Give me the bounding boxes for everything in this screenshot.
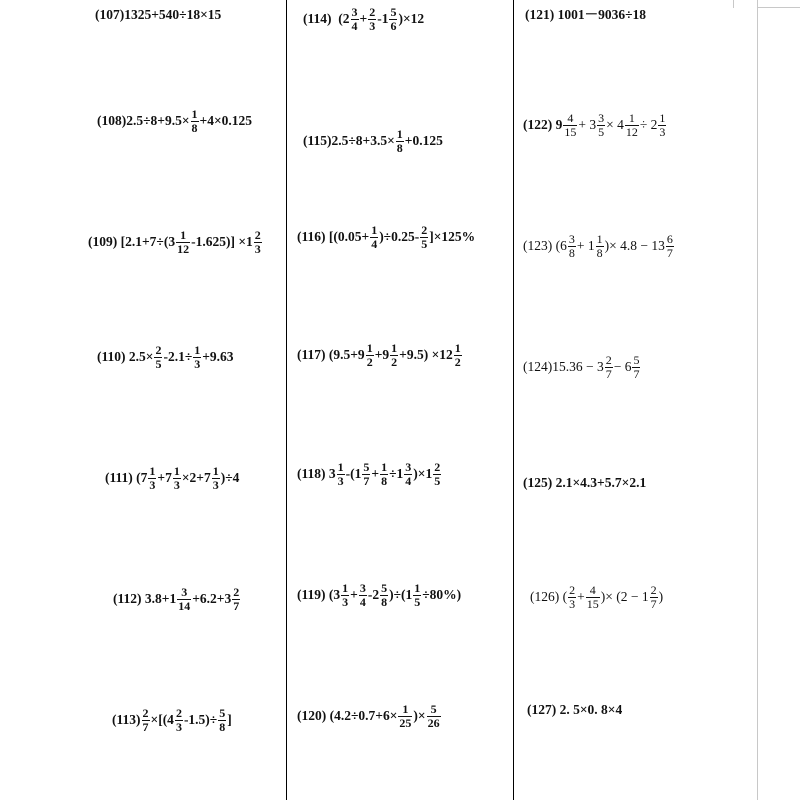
denominator: 3 [254,241,261,256]
denominator: 8 [596,245,603,260]
expression-text: (117) (9.5+9 [297,347,365,363]
numerator: 1 [212,464,219,478]
expression-text: (115)2.5÷8+3.5× [303,133,395,149]
numerator: 1 [342,581,349,595]
denominator: 8 [568,245,575,260]
fraction [176,229,190,255]
numerator: 1 [366,341,373,355]
expression-text: )× 4.8 − 13 [604,238,665,254]
expression-text: +6.2+3 [192,591,232,607]
fraction [366,342,374,368]
expression-text: +9.63 [202,349,234,365]
denominator: 7 [142,719,149,734]
fraction [362,461,370,487]
expression-text: (109) [2.1+7÷(3 [88,234,176,250]
expression-text: )×1 [413,466,433,482]
numerator: 2 [233,585,240,599]
numerator: 2 [650,583,657,597]
denominator: 2 [391,354,398,369]
numerator: 3 [568,232,575,246]
expression-text: + 1 [576,238,595,254]
expression-text: (123) (6 [523,238,567,254]
problem-114 [303,6,424,32]
fraction [390,342,398,368]
fraction [632,354,640,380]
expression-text: (110) 2.5× [97,349,154,365]
fraction [175,707,183,733]
numerator: 3 [405,460,412,474]
numerator: 5 [363,460,370,474]
denominator: 7 [233,598,240,613]
fraction [218,707,226,733]
numerator: 5 [219,706,226,720]
denominator: 3 [212,477,219,492]
denominator: 5 [414,594,421,609]
numerator: 1 [414,581,421,595]
denominator: 4 [351,18,358,33]
denominator: 3 [175,719,182,734]
numerator: 2 [605,353,612,367]
expression-text: -1.625)] ×1 [191,234,253,250]
numerator: 4 [567,111,574,125]
expression-text: (124)15.36 − 3 [523,359,604,375]
numerator: 1 [371,223,378,237]
numerator: 1 [194,343,201,357]
expression-text: + [371,466,380,482]
numerator: 2 [175,706,182,720]
fraction [396,128,404,154]
numerator: 1 [381,460,388,474]
expression-text: -1 [377,11,389,27]
problem-111 [105,465,239,491]
fraction [563,112,577,138]
denominator: 12 [625,124,638,139]
problem-116 [297,224,475,250]
numerator: 6 [666,232,673,246]
numerator: 5 [430,702,437,716]
expression-text: +9.5) ×12 [399,347,453,363]
problem-123 [523,233,675,259]
expression-text: )×12 [398,11,425,27]
expression-text: + [359,11,368,27]
numerator: 2 [254,228,261,242]
expression-text: +0.125 [404,133,443,149]
expression-text: (114) [303,11,332,27]
expression-text: (127) 2. 5×0. 8×4 [527,702,623,717]
denominator: 2 [366,354,373,369]
denominator: 4 [405,473,412,488]
expression-text: (112) 3.8+1 [113,591,177,607]
fraction [568,584,576,610]
denominator: 8 [396,140,403,155]
denominator: 5 [434,473,441,488]
numerator: 5 [381,581,388,595]
numerator: 4 [589,583,596,597]
expression-text: -2.1÷ [163,349,193,365]
fraction [404,461,412,487]
problem-112 [113,586,241,612]
fraction [420,224,428,250]
fraction [380,461,388,487]
denominator: 3 [337,473,344,488]
fraction [658,112,666,138]
fraction [154,344,162,370]
fraction [142,707,150,733]
denominator: 3 [149,477,156,492]
expression-text: (122) 9 [523,117,563,133]
fraction [596,233,604,259]
denominator: 7 [605,366,612,381]
fraction [427,703,441,729]
denominator: 7 [650,596,657,611]
denominator: 12 [177,241,190,256]
expression-text: )÷(1 [389,587,413,603]
expression-text: ÷1 [389,466,404,482]
expression-text: )× [413,708,426,724]
expression-text: (108)2.5÷8+9.5× [97,113,190,129]
numerator: 1 [396,127,403,141]
numerator: 3 [181,585,188,599]
expression-text: +4×0.125 [199,113,253,129]
numerator: 5 [390,5,397,19]
fraction [380,582,388,608]
problem-120 [297,703,442,729]
expression-text: (111) (7 [105,470,148,486]
fraction [193,344,201,370]
denominator: 5 [421,236,428,251]
denominator: 15 [564,124,577,139]
numerator: 2 [369,5,376,19]
denominator: 14 [178,598,191,613]
denominator: 3 [569,596,576,611]
denominator: 6 [390,18,397,33]
numerator: 3 [351,5,358,19]
fraction [605,354,613,380]
fraction [337,461,345,487]
numerator: 1 [596,232,603,246]
fraction [148,465,156,491]
numerator: 5 [633,353,640,367]
column-divider-left [286,0,287,800]
problem-118 [297,461,442,487]
problem-110 [97,344,234,370]
denominator: 7 [633,366,640,381]
denominator: 26 [427,715,440,730]
fraction [650,584,658,610]
expression-text: (120) (4.2÷0.7+6× [297,708,398,724]
numerator: 1 [454,341,461,355]
fraction [597,112,605,138]
denominator: 8 [219,719,226,734]
numerator: 2 [569,583,576,597]
problem-121 [525,8,646,22]
numerator: 1 [402,702,409,716]
denominator: 3 [194,356,201,371]
expression-text: ) [658,589,664,605]
denominator: 5 [598,124,605,139]
numerator: 1 [149,464,156,478]
expression-text: (116) [(0.05+ [297,229,370,245]
numerator: 1 [391,341,398,355]
numerator: 1 [337,460,344,474]
fraction [586,584,600,610]
fraction [568,233,576,259]
expression-text: -(1 [345,466,362,482]
numerator: 2 [421,223,428,237]
numerator: 1 [180,228,187,242]
fraction [232,586,240,612]
denominator: 5 [155,356,162,371]
problem-115 [303,128,443,154]
expression-text: -1.5)÷ [183,712,218,728]
expression-text: (121) 1001－9036÷18 [525,7,647,22]
fraction [212,465,220,491]
fraction [177,586,191,612]
numerator: 1 [191,107,198,121]
expression-text: + [577,589,585,605]
expression-text: × 4 [606,117,624,133]
expression-text: )÷0.25- [379,229,420,245]
fraction [368,6,376,32]
numerator: 2 [142,706,149,720]
expression-text: (113) [112,712,141,728]
expression-text: (125) 2.1×4.3+5.7×2.1 [523,475,647,490]
fraction [433,461,441,487]
expression-text: ×[(4 [150,712,174,728]
denominator: 3 [173,477,180,492]
expression-text: (126) ( [530,589,568,605]
numerator: 1 [659,111,666,125]
expression-text: )× (2 − 1 [600,589,649,605]
denominator: 8 [381,473,388,488]
page-edge-line [757,0,758,800]
expression-text: ÷ 2 [639,117,658,133]
fraction [625,112,639,138]
fraction [413,582,421,608]
fraction [341,582,349,608]
problem-109 [88,229,263,255]
numerator: 1 [173,464,180,478]
expression-text: (107)1325+540÷18×15 [95,7,222,22]
fraction [370,224,378,250]
expression-text: +7 [157,470,172,486]
denominator: 3 [342,594,349,609]
problem-108 [97,108,252,134]
expression-text: ]×125% [429,229,476,245]
denominator: 8 [191,120,198,135]
fraction [173,465,181,491]
expression-text: ×2+7 [181,470,211,486]
fraction [398,703,412,729]
denominator: 15 [586,596,599,611]
expression-text: + 3 [578,117,597,133]
denominator: 25 [399,715,412,730]
expression-text: (2 [338,11,350,27]
expression-text: (118) 3 [297,466,336,482]
denominator: 7 [666,245,673,260]
denominator: 2 [454,354,461,369]
expression-text: (119) (3 [297,587,341,603]
problem-125 [523,476,646,490]
denominator: 3 [369,18,376,33]
problem-126 [530,584,663,610]
expression-text: )÷4 [220,470,240,486]
numerator: 2 [434,460,441,474]
column-divider-right [513,0,514,800]
problem-117 [297,342,463,368]
fraction [666,233,674,259]
expression-text: ÷80%) [422,587,462,603]
denominator: 8 [381,594,388,609]
expression-text: -2 [367,587,380,603]
expression-text: + [350,587,358,603]
page-corner-mark [733,0,734,8]
numerator: 3 [359,581,366,595]
fraction [389,6,397,32]
expression-text: ] [227,712,232,728]
fraction [351,6,359,32]
expression-text: − 6 [613,359,632,375]
denominator: 4 [371,236,378,251]
denominator: 4 [359,594,366,609]
page-corner-mark [757,7,800,8]
problem-127 [527,703,622,717]
expression-text: +9 [374,347,390,363]
problem-107 [95,8,221,22]
numerator: 3 [598,111,605,125]
fraction [191,108,199,134]
denominator: 7 [363,473,370,488]
problem-119 [297,582,461,608]
numerator: 1 [628,111,635,125]
fraction [254,229,262,255]
fraction [359,582,367,608]
fraction [454,342,462,368]
problem-124 [523,354,641,380]
denominator: 3 [659,124,666,139]
problem-113 [112,707,232,733]
numerator: 2 [155,343,162,357]
problem-122 [523,112,667,138]
